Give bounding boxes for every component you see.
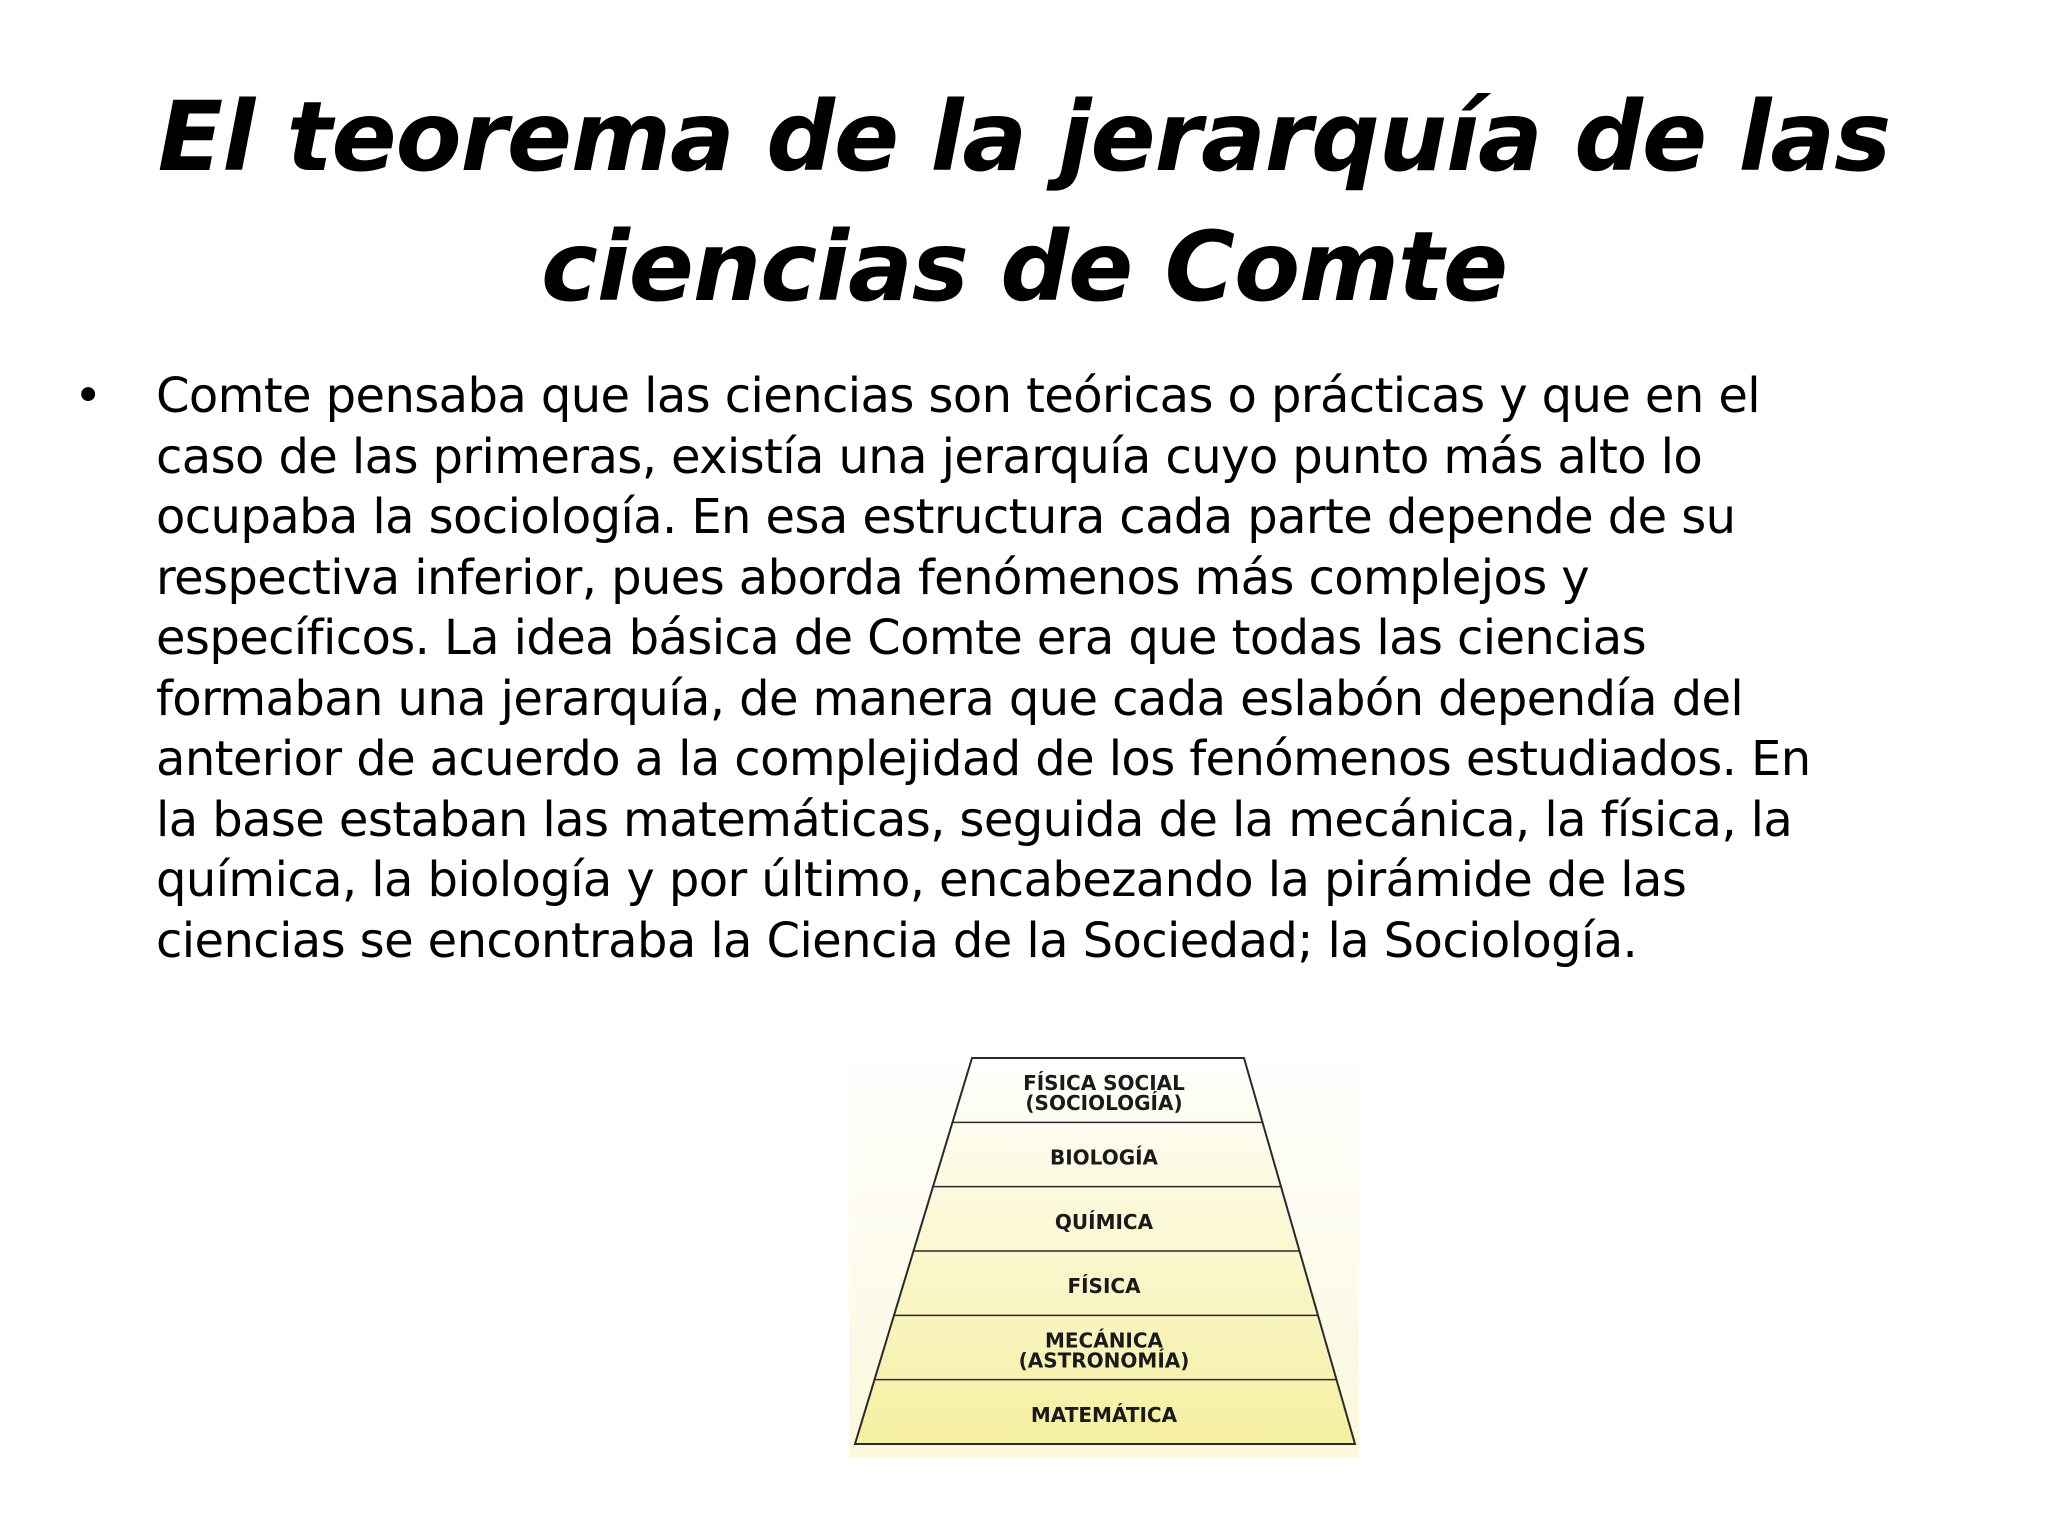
paragraph-line: específicos. La idea básica de Comte era que todas las ciencias — [156, 610, 1646, 666]
title-line-2: ciencias de Comte — [540, 211, 1508, 323]
paragraph-line: química, la biología y por último, encabezando la pirámide de las — [156, 852, 1687, 908]
paragraph-line: caso de las primeras, existía una jerarquía cuyo punto más alto lo — [156, 428, 1703, 485]
paragraph-line: Comte pensaba que las ciencias son teóricas o prácticas y que en el — [156, 368, 1761, 424]
paragraph-line: respectiva inferior, pues aborda fenómenos más complejos y — [156, 549, 1590, 606]
science-hierarchy-pyramid — [849, 1046, 1359, 1458]
pyramid-level-label: QUÍMICA — [1054, 1209, 1154, 1234]
pyramid-level-label: (SOCIOLOGÍA) — [1025, 1091, 1183, 1116]
pyramid-level-label: FÍSICA SOCIAL — [1023, 1071, 1185, 1096]
pyramid-diagram — [849, 1046, 1359, 1458]
pyramid-level-label: BIOLOGÍA — [1049, 1145, 1159, 1170]
pyramid-level-label: MECÁNICA — [1044, 1328, 1164, 1353]
bullet-list — [70, 366, 1970, 971]
pyramid-level-label: (ASTRONOMÍA) — [1018, 1348, 1190, 1373]
paragraph-line: ocupaba la sociología. En esa estructura cada parte depende de su — [156, 489, 1736, 545]
paragraph-line: formaban una jerarquía, de manera que cada eslabón dependía del — [156, 670, 1744, 727]
paragraph-line: la base estaban las matemáticas, seguida de la mecánica, la física, la — [156, 791, 1793, 848]
paragraph-line: ciencias se encontraba la Ciencia de la Sociedad; la Sociología. — [156, 912, 1638, 969]
bullet-item — [70, 366, 1970, 971]
pyramid-level-label: MATEMÁTICA — [1030, 1402, 1178, 1427]
slide-title — [120, 72, 1928, 332]
bullet-dot-icon: • — [74, 368, 103, 424]
bullet-paragraph — [156, 366, 1970, 971]
pyramid-level-label: FÍSICA — [1067, 1274, 1141, 1299]
title-line-1: El teorema de la jerarquía de las — [157, 81, 1891, 193]
paragraph-line: anterior de acuerdo a la complejidad de los fenómenos estudiados. En — [156, 731, 1811, 787]
